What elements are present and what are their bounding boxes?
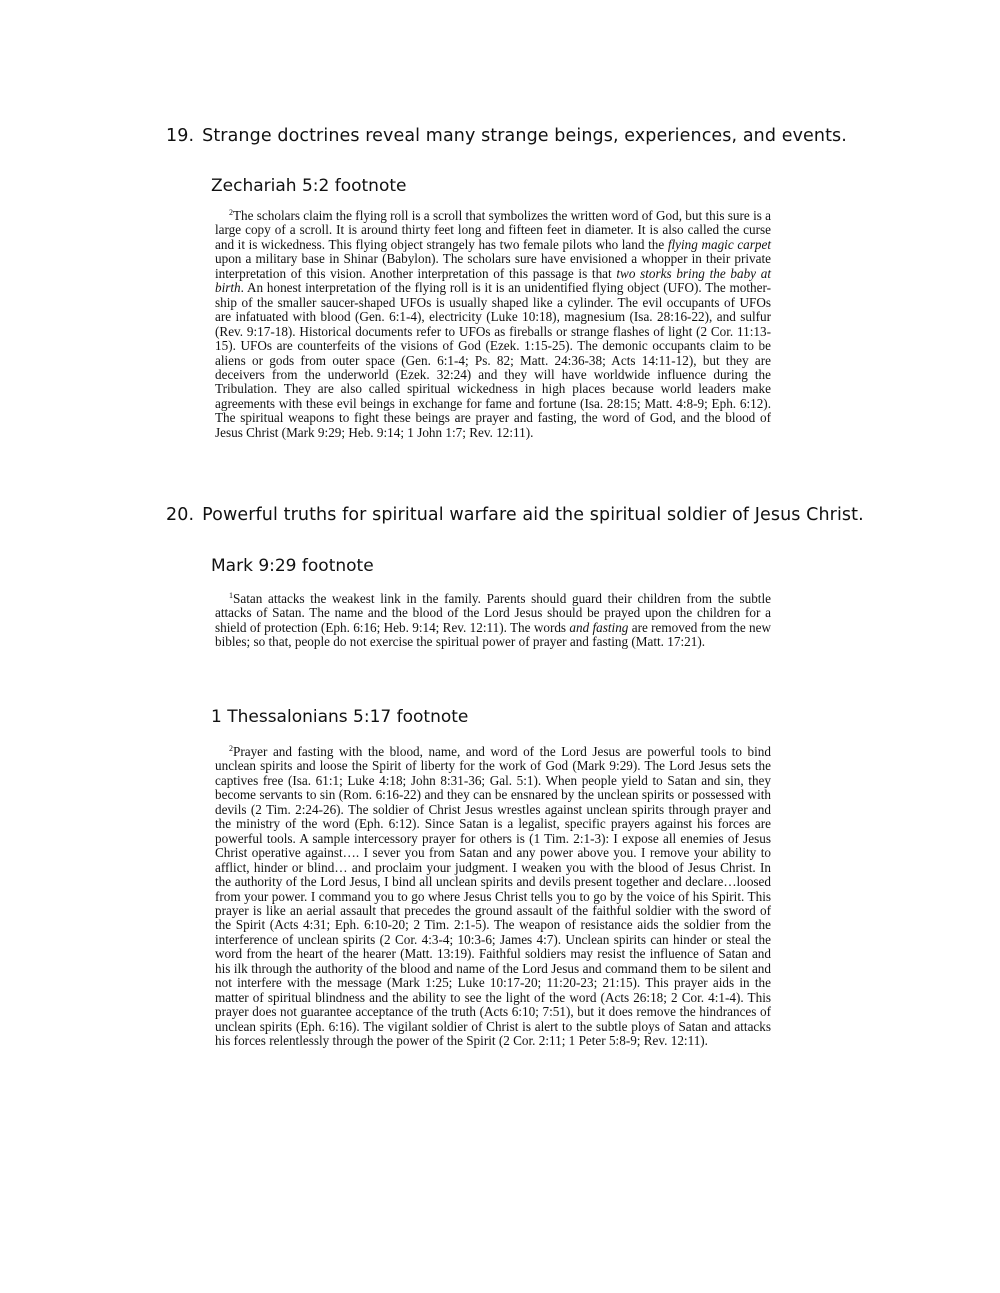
footnote-1-thessalonians-5-17: $^2$Prayer and fasting with the blood, name, and word of the Lord Jesus are powerful tools to bind unclean spirits and loose the Spirit of liberty for the work of God (Mark 9:29). The Lord Jesus sets the captives free (Isa. 61:1; Luke 4:18; John 8:31-36; Gal. 5:1). When people yield to Satan and sin, they become servants to sin (Rom. 6:16-22) and they can be ensnared by the unclean spirits or possessed with devils (2 Tim. 2:24-26). The soldier of Christ Jesus wrestles against unclean spirits through prayer and the ministry of the word (Eph. 6:12). Since Satan is a legalist, specific prayers against his forces are powerful tools. A sample intercessory prayer for others is (1 Tim. 2:1-3): I expose all enemies of Jesus Christ operative against…. I sever you from Satan and any power above you. I remove your ability to afflict, hinder or blind… and proclaim your judgment. I weaken you with the blood of Jesus Christ. In the authority of the Lord Jesus, I bind all unclean spirits and devils present together and declare…loosed from your power. I command you to go where Jesus Christ tells you to go by the voice of his Spirit. This prayer is like an aerial assault that precedes the ground assault of the faithful soldier with the sword of the Spirit (Acts 4:31; Eph. 6:10-20; 2 Tim. 2:1-5). The weapon of resistance aids the soldier from the interference of unclean spirits (2 Cor. 4:3-4; 10:3-6; James 4:7). Unclean spirits can hinder or steal the word from the heart of the hearer (Matt. 13:19). Faithful soldiers may resist the influence of Satan and his ilk through the authority of the blood and name of the Lord Jesus and command them to be silent and not interfere with the message (Mark 1:25; Luke 10:17-20; 11:20-23; 21:15). This prayer aids in the matter of spiritual blindness and the ability to see the light of the word (Acts 26:18; 2 Cor. 4:1-4). This prayer does not guarantee acceptance of the truth (Acts 6:10; 7:51), but it does remove the hindrances of unclean spirits (Eph. 6:16). The vigilant soldier of Christ is alert to the subtle ploys of Satan and attacks his forces relentlessly through the power of the Spirit (2 Cor. 2:11; 1 Peter 5:8-9; Rev. 12:11). [215, 744, 771, 1049]
footnote-heading-mark-9-29: Mark 9:29 footnote [211, 556, 374, 576]
italic-phrase: two storks bring the baby at birth [215, 265, 771, 296]
section-19-heading [166, 126, 847, 146]
footnote-zechariah-5-2: $^2$The scholars claim the flying roll is a scroll that symbolizes the written word of God, but this sure is a large copy of a scroll. It is around thirty feet long and fifteen feet in diameter. It is also called the curse and it is wickedness. This flying object strangely has two female pilots who land the flying magic carpet upon a military base in Shinar (Babylon). The scholars sure have envisioned a whopper in their private interpretation of this vision. Another interpretation of this passage is that two storks bring the baby at birth. An honest interpretation of the flying roll is it is an unidentified flying object (UFO). The mother-ship of the smaller saucer-shaped UFOs is usually shaped like a cylinder. The evil occupants of UFOs are infatuated with blood (Gen. 6:1-4), electricity (Luke 10:18), magnesium (Isa. 28:16-22), and sulfur (Rev. 9:17-18). Historical documents refer to UFOs as fireballs or strange flashes of light (2 Cor. 11:13-15). UFOs are counterfeits of the visions of God (Ezek. 1:15-25). The demonic occupants claim to be aliens or gods from outer space (Gen. 6:1-4; Ps. 82; Matt. 24:36-38; Acts 14:11-12), but they are deceivers from the underworld (Ezek. 32:24) and they will have worldwide influence during the Tribulation. They are also called spiritual wickedness in high places because world leaders make agreements with these evil beings in exchange for fame and fortune (Isa. 28:15; Matt. 4:8-9; Eph. 6:12). The spiritual weapons to fight these beings are prayer and fasting, the word of God, and the blood of Jesus Christ (Mark 9:29; Heb. 9:14; 1 John 1:7; Rev. 12:11). [215, 208, 772, 440]
footnote-heading-zechariah-5-2: Zechariah 5:2 footnote [211, 176, 407, 196]
footnote-marker: 1 [229, 591, 233, 600]
italic-phrase: flying magic carpet [667, 236, 772, 252]
section-number: 19. [166, 126, 195, 146]
footnote-marker: 2 [229, 208, 233, 217]
footnote-heading-1-thessalonians-5-17: 1 Thessalonians 5:17 footnote [211, 707, 469, 727]
section-title: Strange doctrines reveal many strange beings, experiences, and events. [202, 126, 847, 146]
italic-phrase: and fasting [569, 619, 629, 635]
section-number: 20. [166, 505, 195, 525]
footnote-marker: 2 [229, 744, 233, 753]
footnote-mark-9-29: $^1$Satan attacks the weakest link in the family. Parents should guard their children from the subtle attacks of Satan. The name and the blood of the Lord Jesus should be prayed upon the children for a shield of protection (Eph. 6:16; Heb. 9:14; Rev. 12:11). The words and fasting are removed from the new bibles; so that, people do not exercise the spiritual power of prayer and fasting (Matt. 17:21). [215, 591, 771, 650]
section-title: Powerful truths for spiritual warfare aid the spiritual soldier of Jesus Christ. [202, 505, 864, 525]
section-20-heading [166, 505, 864, 525]
